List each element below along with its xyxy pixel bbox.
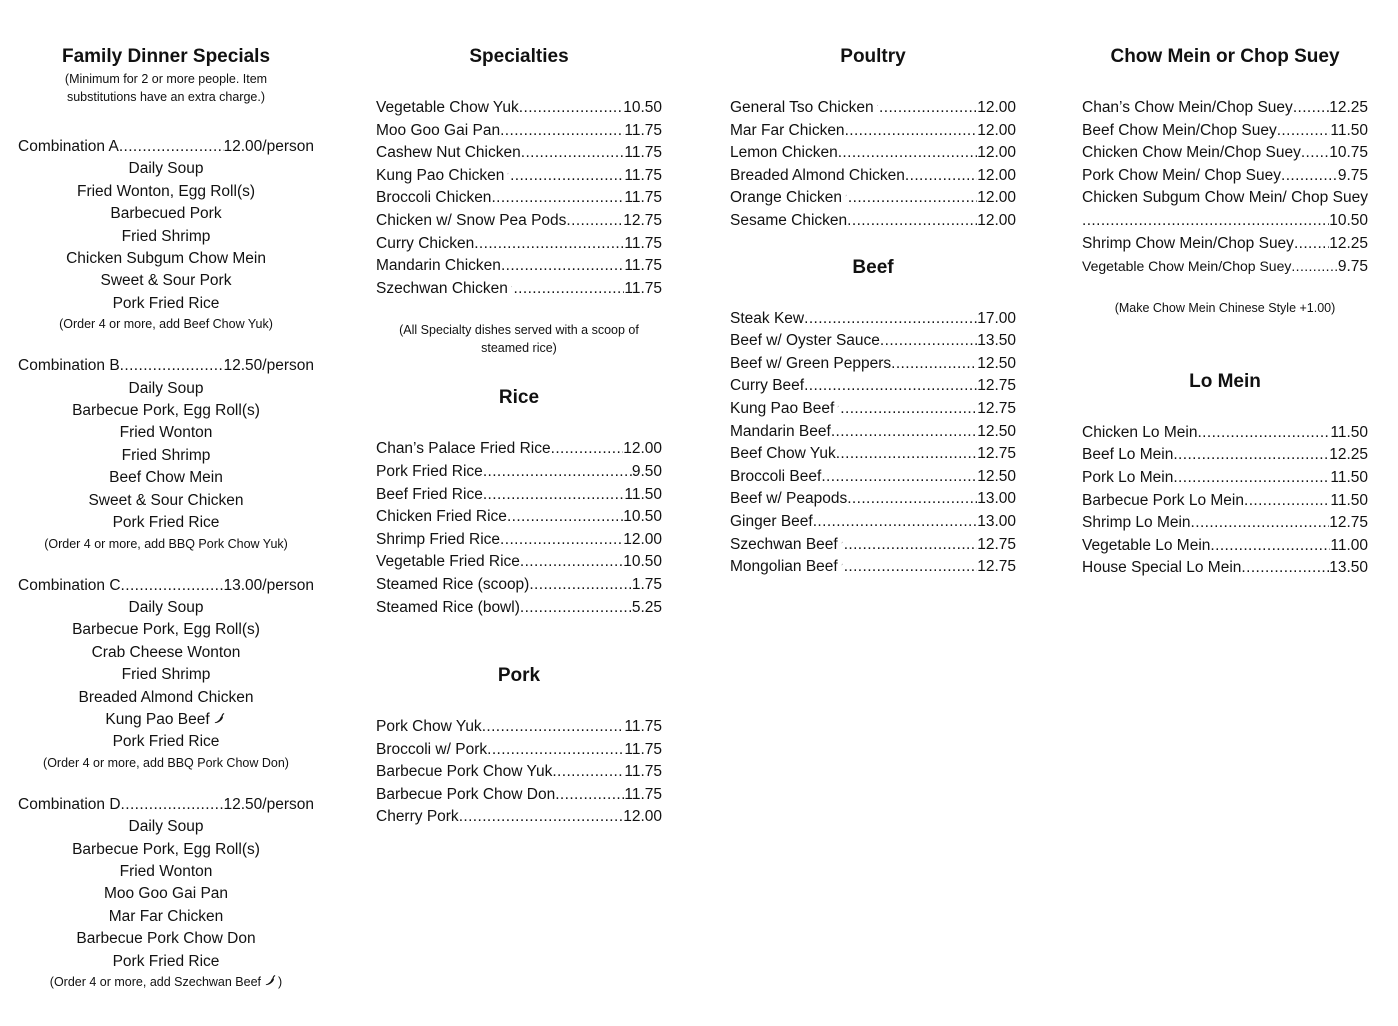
combo-item: Pork Fried Rice	[112, 952, 220, 970]
combo-item: Fried Wonton, Egg Roll(s)	[76, 182, 256, 200]
item-name: Beef w/ Green Peppers	[730, 354, 892, 372]
combo-header	[18, 355, 314, 377]
item-price: 13.00	[977, 512, 1016, 530]
combo-item: Breaded Almond Chicken	[78, 688, 254, 706]
poultry-title: Poultry	[840, 46, 906, 67]
item-name: Pork Fried Rice	[376, 462, 483, 480]
column-3	[730, 44, 1016, 579]
menu-item	[1082, 142, 1368, 165]
menu-item	[1082, 512, 1368, 535]
menu-item-price-line	[1082, 210, 1368, 233]
item-name: Steak Kew	[730, 309, 805, 327]
menu-item	[730, 534, 1016, 557]
pepper-icon	[511, 280, 513, 293]
poultry-list	[730, 97, 1016, 233]
menu-item	[376, 574, 662, 597]
item-price: 11.50	[1330, 468, 1368, 486]
item-price: 10.50	[623, 553, 662, 571]
pepper-icon	[845, 189, 847, 202]
item-price: 13.50	[1329, 559, 1368, 577]
item-price: 12.00	[623, 530, 662, 548]
item-name: Mandarin Beef	[730, 422, 831, 440]
pepper-icon	[841, 536, 843, 549]
menu-item	[730, 210, 1016, 233]
item-price: 11.75	[624, 785, 662, 803]
menu-item	[1082, 233, 1368, 256]
menu-item	[376, 461, 662, 484]
menu-item	[376, 120, 662, 143]
item-name: House Special Lo Mein	[1082, 559, 1242, 577]
item-price: 10.50	[623, 508, 662, 526]
column-2	[376, 44, 662, 829]
item-name: Orange Chicken	[730, 189, 843, 207]
menu-item	[376, 97, 662, 120]
item-price: 11.50	[624, 485, 662, 503]
item-name: Vegetable Chow Yuk	[376, 99, 519, 116]
menu-item	[376, 551, 662, 574]
item-name: Kung Pao Beef	[730, 399, 835, 417]
chow-mein-list	[1082, 97, 1368, 279]
item-price: 12.00	[977, 189, 1016, 207]
combo-footnote: (Order 4 or more, add BBQ Pork Chow Don)	[43, 755, 289, 770]
item-price: 11.75	[624, 234, 662, 252]
combo-price: 12.50/person	[223, 357, 314, 375]
menu-item	[730, 488, 1016, 511]
item-name: Broccoli Beef	[730, 467, 822, 485]
menu-item	[730, 165, 1016, 188]
combo-item: Moo Goo Gai Pan	[103, 885, 229, 903]
combo-item: Sweet & Sour Pork	[100, 272, 232, 290]
item-name: Szechwan Chicken	[376, 279, 508, 297]
combo-name: Combination D	[18, 795, 121, 813]
combo-item: Sweet & Sour Chicken	[88, 491, 244, 509]
combo-price: 12.50/person	[223, 795, 314, 813]
combo-name: Combination C	[18, 576, 121, 594]
menu-item	[376, 255, 662, 278]
menu-item	[1082, 120, 1368, 143]
item-price: 11.75	[624, 166, 662, 184]
item-price: 11.75	[624, 257, 662, 275]
item-price: 12.00	[623, 440, 662, 458]
combo-price: 13.00/person	[223, 576, 314, 594]
item-name: Vegetable Fried Rice	[376, 553, 520, 571]
item-price: 12.75	[977, 535, 1016, 553]
menu-item	[376, 165, 662, 188]
item-name: Moo Goo Gai Pan	[376, 121, 501, 139]
item-name: Szechwan Beef	[730, 535, 838, 553]
pepper-icon	[837, 400, 839, 413]
item-name: Chicken Chow Mein/Chop Suey	[1082, 144, 1301, 162]
combo-header	[18, 575, 314, 597]
item-name: Sesame Chicken	[730, 211, 848, 229]
combo-item: Fried Shrimp	[121, 446, 211, 464]
menu-item	[376, 210, 662, 233]
item-price: 12.00	[977, 144, 1016, 162]
combo-item: Daily Soup	[128, 160, 204, 178]
combo-name: Combination B	[18, 357, 120, 375]
family-dinner-note: (Minimum for 2 or more people. Item substitutions have an extra charge.)	[64, 72, 268, 104]
beef-title: Beef	[852, 256, 894, 278]
beef-list	[730, 308, 1016, 579]
combo-item: Fried Shrimp	[121, 666, 211, 684]
menu-item	[730, 421, 1016, 444]
item-name: Steamed Rice (scoop)	[376, 575, 530, 593]
menu-item	[730, 308, 1016, 331]
combo-footnote	[18, 973, 314, 991]
item-name: Mar Far Chicken	[730, 121, 845, 139]
item-name: Pork Chow Mein/ Chop Suey	[1082, 166, 1282, 184]
item-price: 12.25	[1329, 446, 1368, 464]
menu-item	[1082, 444, 1368, 467]
item-name: Shrimp Lo Mein	[1082, 514, 1191, 532]
item-price: 12.50	[977, 354, 1016, 372]
item-name: Beef Lo Mein	[1082, 446, 1174, 464]
item-price: 13.50	[977, 332, 1016, 350]
combination-d	[18, 794, 314, 991]
chow-mein-title: Chow Mein or Chop Suey	[1110, 46, 1340, 67]
combo-item: Barbecue Pork, Egg Roll(s)	[72, 621, 260, 639]
pepper-icon	[507, 167, 509, 180]
item-name: Lemon Chicken	[730, 144, 838, 162]
combo-item: Barbecued Pork	[110, 205, 222, 223]
menu-item	[730, 466, 1016, 489]
combination-a	[18, 136, 314, 333]
item-name: Barbecue Pork Lo Mein	[1082, 491, 1244, 509]
combo-item: Barbecue Pork, Egg Roll(s)	[72, 840, 260, 858]
item-price: 9.50	[631, 462, 662, 480]
item-name: Curry Chicken	[376, 234, 475, 252]
item-name: Chicken Subgum Chow Mein/ Chop Suey	[1082, 189, 1368, 207]
item-name: Ginger Beef	[730, 512, 813, 530]
item-name: Barbecue Pork Chow Yuk	[376, 763, 553, 781]
item-price: 11.75	[624, 144, 662, 162]
item-price: 12.25	[1329, 234, 1368, 252]
menu-item	[730, 120, 1016, 143]
item-name: Beef Chow Yuk	[730, 445, 836, 463]
combination-b	[18, 355, 314, 552]
combo-item: Mar Far Chicken	[108, 907, 224, 925]
item-price: 12.00	[977, 166, 1016, 184]
item-name: General Tso Chicken	[730, 99, 874, 116]
item-name: Pork Lo Mein	[1082, 468, 1174, 486]
item-price: 1.75	[631, 575, 662, 593]
combo-item: Fried Shrimp	[121, 227, 211, 245]
item-price: 11.75	[624, 718, 662, 736]
item-price: 13.00	[977, 490, 1016, 508]
menu-item	[376, 438, 662, 461]
item-price: 12.00	[623, 808, 662, 826]
combo-item: Daily Soup	[128, 598, 204, 616]
combo-item: Pork Fried Rice	[112, 733, 220, 751]
combo-item-spicy	[18, 709, 314, 731]
menu-item	[376, 784, 662, 807]
item-name: Chan’s Chow Mein/Chop Suey	[1082, 99, 1293, 116]
item-price: 11.75	[624, 189, 662, 207]
chow-mein-note: (Make Chow Mein Chinese Style +1.00)	[1114, 300, 1336, 315]
item-name: Steamed Rice (bowl)	[376, 598, 520, 616]
pepper-icon	[877, 99, 878, 112]
menu-item	[376, 806, 662, 829]
item-price: 12.00	[977, 121, 1016, 139]
pepper-icon	[264, 974, 277, 987]
lo-mein-list	[1082, 422, 1368, 580]
item-price: 11.50	[1330, 491, 1368, 509]
pork-list	[376, 716, 662, 829]
menu-item	[730, 398, 1016, 421]
lo-mein-title: Lo Mein	[1189, 370, 1261, 392]
menu-item	[376, 529, 662, 552]
item-name: Mandarin Chicken	[376, 257, 501, 275]
item-name: Kung Pao Chicken	[376, 166, 505, 184]
pepper-icon	[841, 558, 843, 571]
item-price: 12.75	[1329, 514, 1368, 532]
combo-item: Chicken Subgum Chow Mein	[66, 250, 266, 268]
item-name: Barbecue Pork Chow Don	[376, 785, 556, 803]
menu-item	[730, 187, 1016, 210]
combo-item: Beef Chow Mein	[109, 469, 223, 487]
item-price: 12.00	[977, 99, 1016, 116]
footnote-close: )	[278, 975, 283, 989]
item-price: 10.50	[623, 99, 662, 116]
item-price: 11.75	[624, 279, 662, 297]
combo-item: Daily Soup	[128, 818, 204, 836]
item-name: Mongolian Beef	[730, 558, 838, 576]
combo-name: Combination A	[18, 138, 119, 155]
specialties-list	[376, 97, 662, 300]
item-price: 12.75	[977, 558, 1016, 576]
combination-c	[18, 575, 314, 772]
item-price: 11.75	[624, 740, 662, 758]
menu-item-wrapped	[1082, 187, 1368, 210]
menu-item	[1082, 97, 1368, 120]
item-price: 12.75	[623, 211, 662, 229]
menu-item	[1082, 557, 1368, 580]
menu-item	[376, 761, 662, 784]
menu-item	[376, 716, 662, 739]
combo-footnote: (Order 4 or more, add Beef Chow Yuk)	[59, 317, 273, 332]
item-name: Chan’s Palace Fried Rice	[376, 440, 551, 458]
menu-item	[376, 233, 662, 256]
combo-header	[18, 794, 314, 816]
menu-item	[730, 97, 1016, 120]
family-dinner-section	[18, 44, 314, 991]
menu-item	[1082, 535, 1368, 558]
item-name: Vegetable Lo Mein	[1082, 536, 1211, 554]
item-price: 5.25	[631, 598, 662, 616]
rice-title: Rice	[498, 387, 540, 409]
item-price: 12.75	[977, 445, 1016, 463]
item-name: Curry Beef	[730, 377, 805, 395]
item-price: 12.50	[977, 422, 1016, 440]
item-price: 12.75	[977, 399, 1016, 417]
menu-item	[730, 375, 1016, 398]
item-name: Beef w/ Oyster Sauce	[730, 332, 880, 350]
pork-title: Pork	[497, 665, 541, 687]
menu-item	[1082, 422, 1368, 445]
menu-item	[730, 511, 1016, 534]
item-price: 11.00	[1330, 536, 1368, 554]
item-price: 12.50	[977, 467, 1016, 485]
item-name: Chicken Lo Mein	[1082, 423, 1198, 441]
menu-item	[376, 142, 662, 165]
menu-item	[1082, 467, 1368, 490]
menu-item	[376, 506, 662, 529]
item-price: 10.75	[1329, 144, 1368, 162]
combo-item: Fried Wonton	[119, 424, 213, 442]
item-name: Beef w/ Peapods	[730, 490, 848, 508]
menu-item	[730, 353, 1016, 376]
specialties-note: (All Specialty dishes served with a scoop of steamed rice)	[399, 323, 639, 356]
item-name: Broccoli w/ Pork	[376, 740, 488, 758]
item-price: 11.75	[624, 121, 662, 139]
column-4	[1082, 44, 1368, 580]
item-name: Chicken Fried Rice	[376, 508, 507, 526]
menu-item	[376, 597, 662, 620]
menu-item	[730, 443, 1016, 466]
combo-item: Pork Fried Rice	[112, 514, 220, 532]
menu-item	[730, 330, 1016, 353]
combo-item: Pork Fried Rice	[112, 294, 220, 312]
menu-item	[1082, 255, 1368, 279]
item-price: 12.25	[1329, 99, 1368, 116]
specialties-title: Specialties	[469, 46, 569, 67]
item-name: Pork Chow Yuk	[376, 718, 482, 736]
combo-item: Daily Soup	[128, 379, 204, 397]
menu-item	[376, 484, 662, 507]
footnote-text: (Order 4 or more, add Szechwan Beef	[49, 975, 262, 989]
item-price: 17.00	[977, 309, 1016, 327]
menu-item	[376, 278, 662, 301]
menu-item	[730, 142, 1016, 165]
item-price: 11.50	[1330, 423, 1368, 441]
combo-item: Barbecue Pork Chow Don	[76, 930, 256, 948]
item-name: Cashew Nut Chicken	[376, 144, 521, 162]
combo-header	[18, 136, 314, 158]
item-price: 11.50	[1330, 121, 1368, 139]
item-name: Shrimp Chow Mein/Chop Suey	[1082, 234, 1294, 252]
item-name: Chicken w/ Snow Pea Pods	[376, 211, 567, 229]
item-name: Beef Chow Mein/Chop Suey	[1082, 121, 1277, 139]
item-name: Broccoli Chicken	[376, 189, 492, 207]
item-name: Beef Fried Rice	[376, 485, 483, 503]
combo-footnote: (Order 4 or more, add BBQ Pork Chow Yuk)	[44, 536, 288, 551]
item-price: 9.75	[1337, 258, 1368, 276]
item-price: 12.00	[977, 211, 1016, 229]
menu-item	[730, 556, 1016, 579]
menu-item	[1082, 165, 1368, 188]
combo-item: Crab Cheese Wonton	[91, 643, 241, 661]
family-dinner-title: Family Dinner Specials	[61, 46, 271, 67]
item-name: Shrimp Fried Rice	[376, 530, 501, 548]
combo-item-label: Kung Pao Beef	[105, 710, 210, 728]
menu-item	[1082, 490, 1368, 513]
combo-price: 12.00/person	[223, 138, 314, 155]
item-price: 10.50	[1329, 211, 1368, 229]
item-price: 11.75	[624, 763, 662, 781]
pepper-icon	[213, 712, 226, 725]
menu-item	[376, 739, 662, 762]
menu-item	[376, 187, 662, 210]
item-name: Cherry Pork	[376, 808, 459, 826]
rice-list	[376, 438, 662, 619]
item-price: 12.75	[977, 377, 1016, 395]
item-name: Vegetable Chow Mein/Chop Suey	[1082, 258, 1292, 275]
item-name: Breaded Almond Chicken	[730, 166, 905, 184]
combo-item: Fried Wonton	[119, 862, 213, 880]
combo-item: Barbecue Pork, Egg Roll(s)	[72, 402, 260, 420]
item-price: 9.75	[1337, 166, 1368, 184]
